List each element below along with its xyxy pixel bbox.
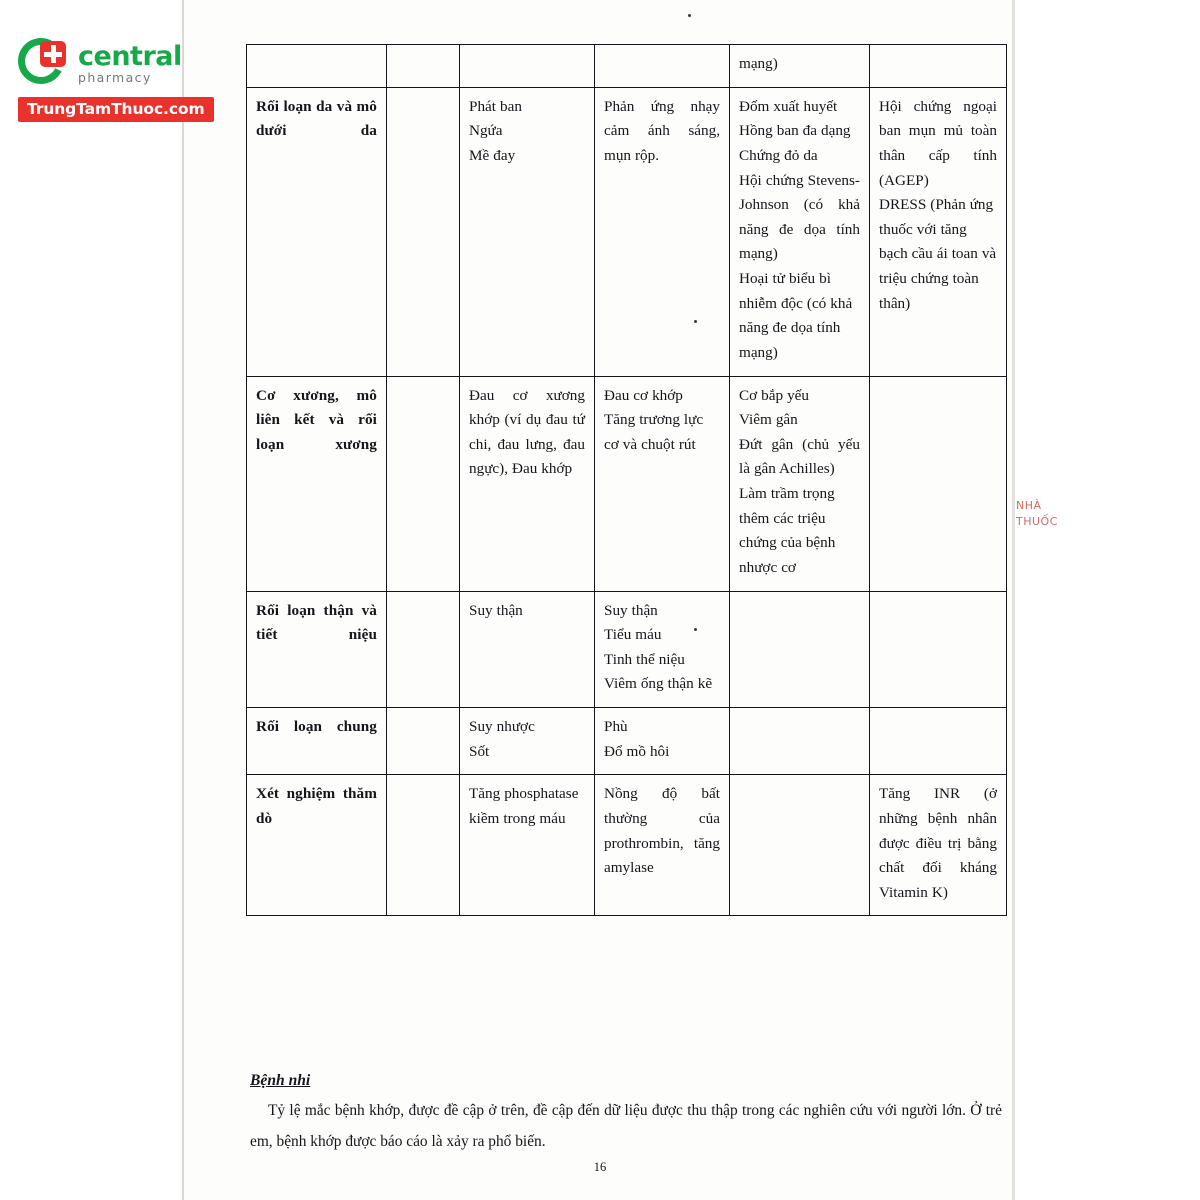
cell-col2	[387, 591, 460, 708]
table-row	[247, 45, 1007, 88]
cell-col6	[870, 591, 1007, 708]
cell-category: Cơ xương, mô liên kết và rối loạn xương	[247, 376, 387, 591]
cell-col6	[870, 45, 1007, 88]
page-edge-left	[182, 0, 184, 1200]
adverse-reactions-table	[246, 44, 1007, 916]
cell-col4: Phù Đổ mồ hôi	[595, 708, 730, 775]
logo-row	[18, 38, 208, 90]
cell-col2	[387, 708, 460, 775]
pediatric-section	[250, 1072, 1002, 1158]
pharmacy-cross-icon	[18, 38, 70, 90]
page-margin-right	[1015, 0, 1200, 1200]
cell-col3: Suy nhược Sốt	[460, 708, 595, 775]
cell-col4: Phản ứng nhạy cảm ánh sáng, mụn rộp.	[595, 87, 730, 376]
cell-col4	[595, 45, 730, 88]
cell-col2	[387, 45, 460, 88]
cell-col5	[730, 591, 870, 708]
cell-col4: Nồng độ bất thường của prothrombin, tăng amylase	[595, 775, 730, 916]
cell-col5: Cơ bắp yếu Viêm gân Đứt gân (chủ yếu là gân Achilles) Làm trầm trọng thêm các triệu chứng của bệnh nhược cơ	[730, 376, 870, 591]
cell-col3	[460, 45, 595, 88]
cell-col3: Suy thận	[460, 591, 595, 708]
cell-col5: mạng)	[730, 45, 870, 88]
cell-col2	[387, 775, 460, 916]
cell-col5	[730, 708, 870, 775]
cell-col5	[730, 775, 870, 916]
page-edge-right	[1012, 0, 1015, 1200]
logo-wordmark	[78, 40, 182, 86]
scan-speck	[688, 14, 691, 17]
cell-col4: Đau cơ khớp Tăng trương lực cơ và chuột rút	[595, 376, 730, 591]
cell-col2	[387, 87, 460, 376]
table-row	[247, 87, 1007, 376]
brand-tagline: pharmacy	[78, 70, 152, 86]
brand-name: central	[78, 40, 182, 72]
table-row	[247, 591, 1007, 708]
table-row	[247, 775, 1007, 916]
cell-col6: Hội chứng ngoại ban mụn mủ toàn thân cấp tính (AGEP) DRESS (Phản ứng thuốc với tăng bạch cầu ái toan và triệu chứng toàn thân)	[870, 87, 1007, 376]
page-margin-left	[0, 0, 182, 1200]
cell-col3: Phát ban Ngứa Mề đay	[460, 87, 595, 376]
cell-category: Rối loạn thận và tiết niệu	[247, 591, 387, 708]
table-row	[247, 708, 1007, 775]
watermark-logo	[18, 38, 208, 122]
cell-category	[247, 45, 387, 88]
cell-col6	[870, 376, 1007, 591]
cell-col5: Đốm xuất huyết Hồng ban đa dạng Chứng đỏ da Hội chứng Stevens-Johnson (có khả năng đe dọa tính mạng) Hoại tử biểu bì nhiễm độc (có khả năng đe dọa tính mạng)	[730, 87, 870, 376]
cell-category: Xét nghiệm thăm dò	[247, 775, 387, 916]
cell-col6: Tăng INR (ở những bệnh nhân được điều trị bằng chất đối kháng Vitamin K)	[870, 775, 1007, 916]
section-paragraph: Tỷ lệ mắc bệnh khớp, được đề cập ở trên, đề cập đến dữ liệu được thu thập trong các nghiên cứu với người lớn. Ở trẻ em, bệnh khớp được báo cáo là xảy ra phổ biến.	[250, 1102, 1002, 1150]
page-number: 16	[593, 1160, 607, 1174]
cell-col3: Đau cơ xương khớp (ví dụ đau tứ chi, đau lưng, đau ngực), Đau khớp	[460, 376, 595, 591]
cell-col2	[387, 376, 460, 591]
cell-col6	[870, 708, 1007, 775]
margin-stamp: NHÀ THUỐC	[1016, 499, 1058, 528]
site-url-badge: TrungTamThuoc.com	[18, 97, 214, 122]
cell-col4: Suy thận Tiểu máu Tinh thể niệu Viêm ống thận kẽ	[595, 591, 730, 708]
cell-category: Rối loạn chung	[247, 708, 387, 775]
section-subheading: Bệnh nhi	[250, 1072, 311, 1089]
table-row	[247, 376, 1007, 591]
cell-category: Rối loạn da và mô dưới da	[247, 87, 387, 376]
cell-col3: Tăng phosphatase kiềm trong máu	[460, 775, 595, 916]
